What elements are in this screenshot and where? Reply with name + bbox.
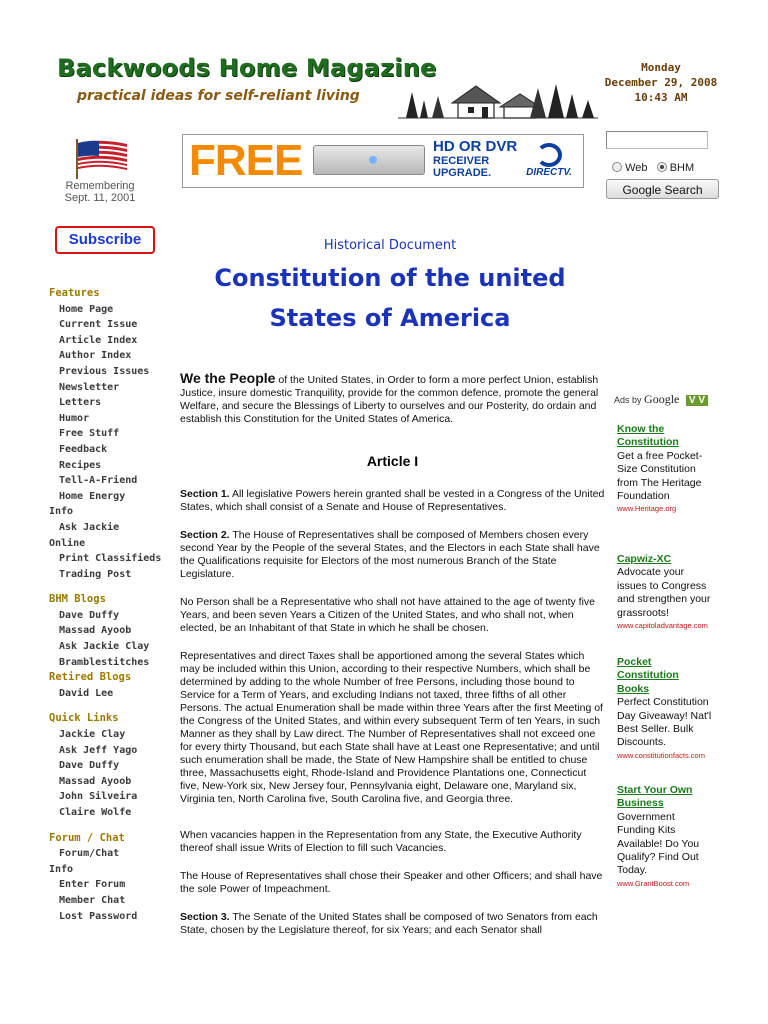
nav-link[interactable]: Article Index xyxy=(59,334,138,346)
nav-link[interactable]: Enter Forum xyxy=(59,879,126,891)
paragraph-speaker: The House of Representatives shall chose their Speaker and other Officers; and shall have the sole Power of Impeachment. xyxy=(180,870,603,895)
article-heading: Article I xyxy=(366,453,419,469)
ad-capwiz[interactable] xyxy=(617,553,713,631)
nav-link[interactable]: Home Energy xyxy=(59,490,126,502)
nav-link[interactable]: Lost Password xyxy=(59,910,138,922)
nav-link[interactable]: Ask Jackie xyxy=(59,521,120,533)
nav-link[interactable]: Dave Duffy xyxy=(59,760,120,772)
directv-logo xyxy=(521,141,577,181)
section-2 xyxy=(180,529,605,581)
ad-title[interactable]: Start Your Own Business xyxy=(617,784,693,810)
receiver-box-icon xyxy=(313,145,425,175)
nav-link[interactable]: Online xyxy=(49,537,86,549)
nav-link[interactable]: David Lee xyxy=(59,687,114,699)
page-title: Constitution of the united States of America xyxy=(214,264,566,332)
preamble-lead: We the People xyxy=(180,370,276,386)
section-3-lead: Section 3. xyxy=(180,911,230,923)
nav-gap xyxy=(49,821,159,831)
ad-url[interactable]: www.capitoladvantage.com xyxy=(617,621,708,631)
paragraph-representatives: Representatives and direct Taxes shall be apportioned among the several States which may be included within this Union, according to their respective Numbers, which shall be determined by adding to the whole Number of free Persons, including those bound to Service for a Term of Years, and excluding Indians not taxed, three fifths of all other Persons. The actual Enumeration shall be made within three Years after the first Meeting of the Congress of the United States, and within every subsequent Term of ten Years, in such Manner as they shall by Law direct. The Number of Representatives shall not exceed one for every thirty Thousand, but each State shall have at Least one Representative; and until such enumeration shall be made, the State of New Hampshire shall be entitled to chuse three, Massachusetts eight, Rhode-Island and Providence Plantations one, Connecticut five, New-York six, New Jersey four, Pennsylvania eight, Delaware one, Maryland six, Virginia ten, North Carolina five, South Carolina five, and Georgia three. xyxy=(180,650,603,805)
paragraph-vacancies: When vacancies happen in the Representation from any State, the Executive Authority thereof shall issue Writs of Election to fill such Vacancies. xyxy=(180,829,582,854)
ad-know-constitution[interactable] xyxy=(617,423,713,514)
nav-link[interactable]: Current Issue xyxy=(59,319,138,331)
section-1 xyxy=(180,488,605,514)
banner-receiver-text xyxy=(433,155,491,179)
nav-link[interactable]: Massad Ayoob xyxy=(59,625,132,637)
nav-link[interactable]: Author Index xyxy=(59,350,132,362)
directv-banner-ad[interactable] xyxy=(182,134,584,188)
radio-web[interactable] xyxy=(612,162,622,172)
us-flag-icon[interactable] xyxy=(71,137,129,179)
nav-gap xyxy=(49,701,159,711)
remembering-text xyxy=(55,180,145,204)
search-input[interactable] xyxy=(606,131,708,149)
section-3 xyxy=(180,911,605,937)
banner-upgrade: UPGRADE. xyxy=(433,167,492,179)
time: 10:43 AM xyxy=(634,91,688,104)
section-2-text: The House of Representatives shall be composed of Members chosen every second Year by the People of the several States, and the Electors in each State shall have the Qualifications requisite for Electors of the most numerous Branch of the State Legislature. xyxy=(180,529,600,580)
preamble-text: of the United States, in Order to form a more perfect Union, establish Justice, insure domestic Tranquility, provide for the common defence, promote the general Welfare, and secure the Blessings of Liberty to ourselves and our Posterity, do ordain and establish this Constitution for the United States of America. xyxy=(180,374,599,425)
ad-url[interactable]: www.Heritage.org xyxy=(617,504,677,514)
ad-url[interactable]: www.GrantBoost.com xyxy=(617,878,690,888)
radio-bhm-label: BHM xyxy=(669,162,695,174)
subscribe-button[interactable]: Subscribe xyxy=(55,226,155,254)
nav-link[interactable]: Recipes xyxy=(59,459,102,471)
nav-link[interactable]: Tell-A-Friend xyxy=(59,475,138,487)
ad-url[interactable]: www.constitutionfacts.com xyxy=(617,750,705,760)
ad-pocket-constitution[interactable] xyxy=(617,656,713,761)
preamble xyxy=(180,372,605,426)
site-title[interactable]: Backwoods Home Magazine xyxy=(57,54,437,82)
remember-line2: Sept. 11, 2001 xyxy=(64,192,136,204)
nav-link[interactable]: Jackie Clay xyxy=(59,729,126,741)
nav-link[interactable]: Info xyxy=(49,863,74,875)
left-nav xyxy=(49,286,162,924)
nav-link[interactable]: Previous Issues xyxy=(59,365,150,377)
nav-link[interactable]: Trading Post xyxy=(59,568,132,580)
banner-receiver: RECEIVER xyxy=(433,155,490,167)
nav-link[interactable]: Print Classifieds xyxy=(59,553,162,565)
ad-body: Get a free Pocket-Size Constitution from The Heritage Foundation xyxy=(617,449,703,503)
directv-swoosh-icon xyxy=(536,143,562,167)
nav-gap xyxy=(49,582,159,592)
ad-title[interactable]: Pocket Constitution Books xyxy=(617,656,679,695)
directv-brand: DIRECTV. xyxy=(526,167,572,178)
google-logo: Google xyxy=(644,392,680,406)
ad-body: Advocate your issues to Congress and strengthen your grassroots! xyxy=(617,566,711,619)
ad-title[interactable]: Know the Constitution xyxy=(617,423,679,449)
section-3-text: The Senate of the United States shall be composed of two Senators from each State, chosen by the Legislature thereof, for six Years; and each Senator shall xyxy=(180,911,598,936)
nav-link[interactable]: Info xyxy=(49,506,74,518)
nav-link[interactable]: John Silveira xyxy=(59,791,138,803)
nav-link[interactable]: Free Stuff xyxy=(59,428,120,440)
ad-title[interactable]: Capwiz-XC xyxy=(617,553,672,565)
nav-section-heading: Forum / Chat xyxy=(49,831,125,844)
cabin-illustration-icon xyxy=(398,70,598,122)
ads-by-label: Ads by xyxy=(614,395,642,405)
nav-link[interactable]: Member Chat xyxy=(59,894,126,906)
nav-link[interactable]: Ask Jackie Clay xyxy=(59,641,150,653)
site-tagline: practical ideas for self-reliant living xyxy=(77,88,360,104)
ad-body: Perfect Constitution Day Giveaway! Nat'l Best Seller. Bulk Discounts. xyxy=(617,696,712,749)
banner-hd-text: HD OR DVR xyxy=(433,138,518,155)
ad-nav-arrows[interactable]: V V xyxy=(686,395,708,406)
nav-link[interactable]: Letters xyxy=(59,397,102,409)
nav-link[interactable]: Bramblestitches xyxy=(59,656,150,668)
ad-body: Government Funding Kits Available! Do You Qualify? Find Out Today. xyxy=(617,810,700,877)
nav-section-heading: Retired Blogs xyxy=(49,671,132,684)
nav-link[interactable]: Massad Ayoob xyxy=(59,775,132,787)
nav-link[interactable]: Ask Jeff Yago xyxy=(59,744,138,756)
date-time xyxy=(602,60,720,105)
search-scope xyxy=(612,162,694,174)
nav-link[interactable]: Newsletter xyxy=(59,381,120,393)
nav-section-heading: BHM Blogs xyxy=(49,593,106,606)
radio-web-label: Web xyxy=(625,162,648,174)
nav-section-heading: Features xyxy=(49,287,100,299)
banner-free-text: FREE xyxy=(189,136,303,185)
document-kind: Historical Document xyxy=(323,238,457,253)
nav-link[interactable]: Humor xyxy=(59,412,90,424)
radio-bhm[interactable] xyxy=(657,162,667,172)
section-1-text: All legislative Powers herein granted shall be vested in a Congress of the United States, which shall consist of a Senate and House of Representatives. xyxy=(180,488,605,513)
section-2-lead: Section 2. xyxy=(180,529,230,541)
nav-section-heading: Quick Links xyxy=(49,712,119,725)
ad-start-business[interactable] xyxy=(617,784,713,889)
nav-link[interactable]: Home Page xyxy=(59,303,114,315)
google-search-button[interactable]: Google Search xyxy=(606,179,719,199)
nav-link[interactable]: Forum/Chat xyxy=(59,848,120,860)
remember-line1: Remembering xyxy=(65,180,135,192)
section-1-lead: Section 1. xyxy=(180,488,230,500)
nav-link[interactable]: Claire Wolfe xyxy=(59,807,132,818)
nav-link[interactable]: Dave Duffy xyxy=(59,609,120,621)
paragraph-no-person: No Person shall be a Representative who shall not have attained to the age of twenty five Years, and been seven Years a Citizen of the United States, and who shall not, when elected, be an Inhabitant of that State in which he shall be chosen. xyxy=(180,596,596,634)
date-day: Monday xyxy=(641,61,681,74)
ads-by-google[interactable] xyxy=(614,392,708,407)
nav-link[interactable]: Feedback xyxy=(59,443,108,455)
date-full: December 29, 2008 xyxy=(604,76,718,89)
